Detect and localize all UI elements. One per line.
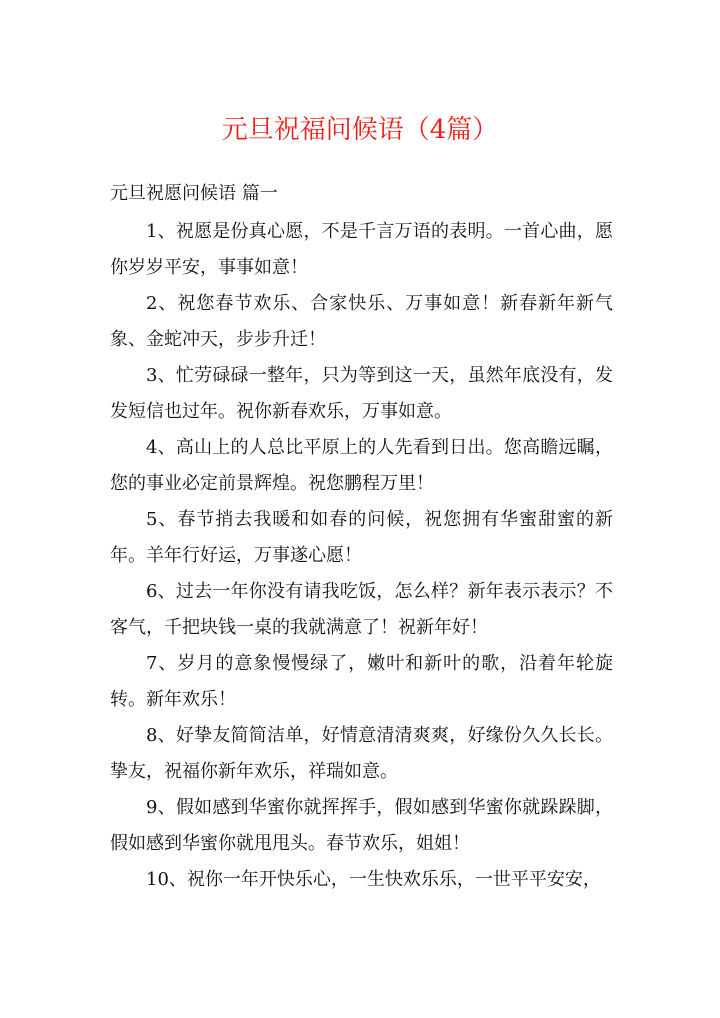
paragraph: 4、高山上的人总比平原上的人先看到日出。您高瞻远瞩，您的事业必定前景辉煌。祝您鹏程万里！	[110, 437, 613, 494]
paragraph: 7、岁月的意象慢慢绿了，嫩叶和新叶的歌，沿着年轮旋转。新年欢乐！	[110, 653, 613, 710]
document-body	[110, 214, 613, 898]
paragraph: 1、祝愿是份真心愿，不是千言万语的表明。一首心曲，愿你岁岁平安，事事如意！	[110, 221, 613, 278]
paragraph: 10、祝你一年开快乐心，一生快欢乐乐，一世平平安安，	[146, 869, 601, 890]
paragraph: 6、过去一年你没有请我吃饭，怎么样？新年表示表示？不客气，千把块钱一桌的我就满意了！祝新年好！	[110, 581, 613, 638]
paragraph: 3、忙劳碌碌一整年，只为等到这一天，虽然年底没有，发发短信也过年。祝你新春欢乐，万事如意。	[110, 365, 613, 422]
document-title: 元旦祝福问候语（4篇）	[221, 115, 499, 145]
paragraph: 8、好挚友简简洁单，好情意清清爽爽，好缘份久久长长。挚友，祝福你新年欢乐，祥瑞如意。	[110, 725, 613, 782]
section-heading: 元旦祝愿问候语 篇一	[110, 183, 278, 204]
paragraph: 2、祝您春节欢乐、合家快乐、万事如意！新春新年新气象、金蛇冲天，步步升迁！	[110, 293, 613, 350]
paragraph: 9、假如感到华蜜你就挥挥手，假如感到华蜜你就跺跺脚，假如感到华蜜你就甩甩头。春节欢乐，姐姐！	[110, 797, 613, 854]
paragraph: 5、春节捎去我暖和如春的问候，祝您拥有华蜜甜蜜的新年。羊年行好运，万事遂心愿！	[110, 509, 613, 566]
